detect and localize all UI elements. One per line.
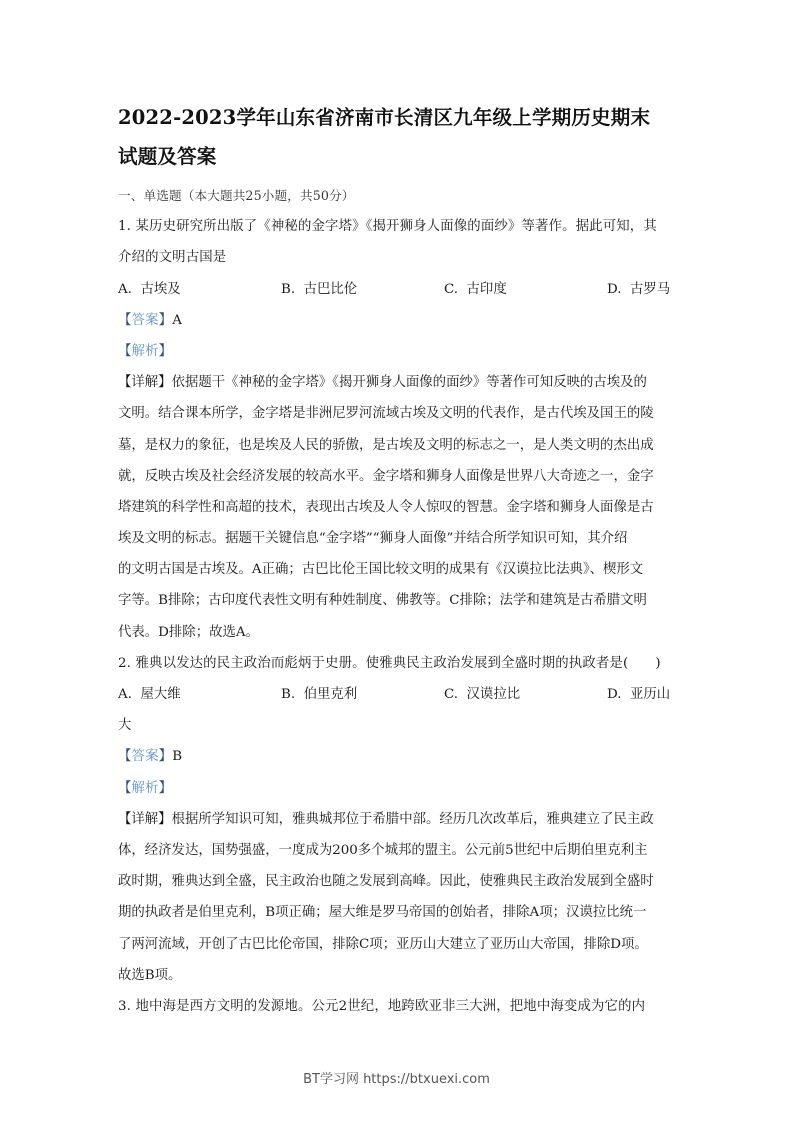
detail-line: 就，反映古埃及社会经济发展的较高水平。金字塔和狮身人面像是世界八大奇迹之一，金字 (118, 468, 654, 484)
section-header: 一、单选题（本大题共25小题，共50分） (118, 188, 355, 203)
question-options (118, 679, 678, 710)
detail-tag: 【详解】 (118, 375, 172, 391)
analysis-tag: 【解析】 (118, 343, 173, 359)
document-title (118, 98, 678, 176)
option-d: D. 亚历山 (607, 687, 671, 702)
question-stem-line: 2. 雅典以发达的民主政治而彪炳于史册。使雅典民主政治发展到全盛时期的执政者是( ) (118, 655, 661, 671)
option-b: B. 古巴比伦 (281, 281, 358, 297)
detail-line: 塔建筑的科学性和高超的技术，表现出古埃及人令人惊叹的智慧。金字塔和狮身人面像是古 (118, 499, 654, 515)
document-page (118, 98, 678, 1022)
title-line-2: 试题及答案 (118, 145, 217, 168)
answer-tag: 【答案】 (118, 749, 173, 765)
question-stem-line: 介绍的文明古国是 (118, 250, 227, 266)
option-c: C. 汉谟拉比 (444, 687, 521, 702)
question-2 (118, 648, 678, 991)
footer-watermark: BT学习网 https://btxuexi.com (303, 1072, 490, 1087)
detail-line: 代表。D排除；故选A。 (118, 624, 259, 640)
answer-tag: 【答案】 (118, 312, 173, 328)
question-stem-line: 3. 地中海是西方文明的发源地。公元2世纪，地跨欧亚非三大洲，把地中海变成为它的内 (118, 998, 646, 1014)
analysis-line (118, 773, 678, 804)
option-d: D. 古罗马 (607, 281, 671, 297)
answer-value: A (172, 312, 183, 328)
detail-line: 字等。B排除；古印度代表性文明有种姓制度、佛教等。C排除；法学和建筑是古希腊文明 (118, 593, 647, 609)
question-1 (118, 211, 678, 648)
title-line-1: 2022-2023学年山东省济南市长清区九年级上学期历史期末 (118, 106, 651, 129)
detail-line: 文明。结合课本所学，金字塔是非洲尼罗河流域古埃及文明的代表作，是古代埃及国王的陵 (118, 406, 654, 422)
question-3 (118, 991, 678, 1022)
detail-tag: 【详解】 (118, 811, 172, 827)
question-stem-line: 1. 某历史研究所出版了《神秘的金字塔》《揭开狮身人面像的面纱》等著作。据此可知，其 (118, 219, 657, 235)
detail-line: 【详解】依据题干《神秘的金字塔》《揭开狮身人面像的面纱》等著作可知反映的古埃及的 (118, 375, 647, 391)
detail-line: 体，经济发达，国势强盛，一度成为200多个城邦的盟主。公元前5世纪中后期伯里克利主 (118, 842, 648, 858)
option-a: A. 屋大维 (118, 687, 181, 702)
analysis-tag: 【解析】 (118, 780, 173, 796)
detail-line: 墓，是权力的象征，也是埃及人民的骄傲，是古埃及文明的标志之一，是人类文明的杰出成 (118, 437, 654, 453)
detail-line: 埃及文明的标志。据题干关键信息“金字塔”“狮身人面像”并结合所学知识可知，其介绍 (118, 531, 628, 547)
detail-line: 期的执政者是伯里克利，B项正确；屋大维是罗马帝国的创始者，排除A项；汉谟拉比统一 (118, 905, 647, 921)
detail-line: 政时期，雅典达到全盛，民主政治也随之发展到高峰。因此，使雅典民主政治发展到全盛时 (118, 874, 654, 890)
option-c: C. 古印度 (444, 281, 507, 297)
answer-line (118, 305, 678, 336)
answer-value: B (172, 749, 183, 765)
answer-line (118, 741, 678, 772)
detail-line: 了两河流域，开创了古巴比伦帝国，排除C项；亚历山大建立了亚历山大帝国，排除D项。 (118, 936, 648, 952)
option-wrap-line: 大 (118, 718, 132, 734)
option-a: A. 古埃及 (118, 281, 181, 297)
detail-line: 的文明古国是古埃及。A正确；古巴比伦王国比较文明的成果有《汉谟拉比法典》、楔形文 (118, 562, 644, 578)
analysis-line (118, 336, 678, 367)
detail-line: 【详解】根据所学知识可知，雅典城邦位于希腊中部。经历几次改革后，雅典建立了民主政 (118, 811, 654, 827)
question-options (118, 274, 678, 305)
detail-line: 故选B项。 (118, 967, 182, 983)
option-b: B. 伯里克利 (281, 687, 358, 702)
